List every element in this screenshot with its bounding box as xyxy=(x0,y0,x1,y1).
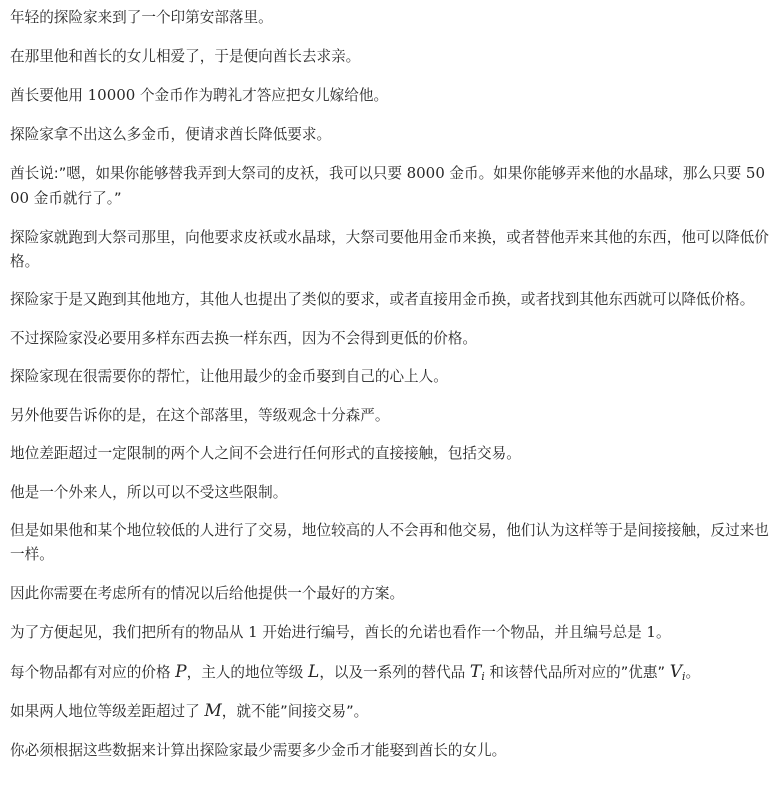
paragraph-9: 探险家现在很需要你的帮忙，让他用最少的金币娶到自己的心上人。 xyxy=(10,368,448,385)
paragraph-16: 每个物品都有对应的价格 P，主人的地位等级 L，以及一系列的替代品 $T_i$ 和该替代品所对应的”优惠” $V_i$。 xyxy=(10,661,701,683)
paragraph-2: 在那里他和酋长的女儿相爱了，于是便向酋长去求亲。 xyxy=(10,47,361,65)
paragraph-7: 探险家于是又跑到其他地方，其他人也提出了类似的要求，或者直接用金币换，或者找到其他东西就可以降低价格。 xyxy=(10,291,755,308)
paragraph-12: 他是一个外来人，所以可以不受这些限制。 xyxy=(10,483,288,501)
paragraph-10: 另外他要告诉你的是，在这个部落里，等级观念十分森严。 xyxy=(10,406,390,424)
paragraph-17: 如果两人地位等级差距超过了 M，就不能”间接交易”。 xyxy=(10,701,369,721)
paragraph-5: 酋长说:”嗯，如果你能够替我弄到大祭司的皮袄，我可以只要 8000 金币。如果你能够弄来他的水晶球，那么只要 5000 金币就行了。” xyxy=(10,164,765,207)
paragraph-8: 不过探险家没必要用多样东西去换一样东西，因为不会得到更低的价格。 xyxy=(10,329,478,347)
paragraph-3: 酋长要他用 10000 个金币作为聘礼才答应把女儿嫁给他。 xyxy=(10,86,389,104)
paragraph-15: 为了方便起见，我们把所有的物品从 1 开始进行编号，酋长的允诺也看作一个物品，并且编号总是 1。 xyxy=(10,623,671,641)
paragraph-13: 但是如果他和某个地位较低的人进行了交易，地位较高的人不会再和他交易，他们认为这样等于是间接接触，反过来也一样。 xyxy=(10,522,769,563)
paragraph-4: 探险家拿不出这么多金币，便请求酋长降低要求。 xyxy=(10,125,332,143)
paragraph-11: 地位差距超过一定限制的两个人之间不会进行任何形式的直接接触，包括交易。 xyxy=(10,445,521,462)
paragraph-18: 你必须根据这些数据来计算出探险家最少需要多少金币才能娶到酋长的女儿。 xyxy=(10,741,507,759)
paragraph-1: 年轻的探险家来到了一个印第安部落里。 xyxy=(10,9,273,26)
paragraph-14: 因此你需要在考虑所有的情况以后给他提供一个最好的方案。 xyxy=(10,584,405,602)
paragraph-6: 探险家就跑到大祭司那里，向他要求皮袄或水晶球，大祭司要他用金币来换，或者替他弄来其他的东西，他可以降低价格。 xyxy=(10,228,769,270)
